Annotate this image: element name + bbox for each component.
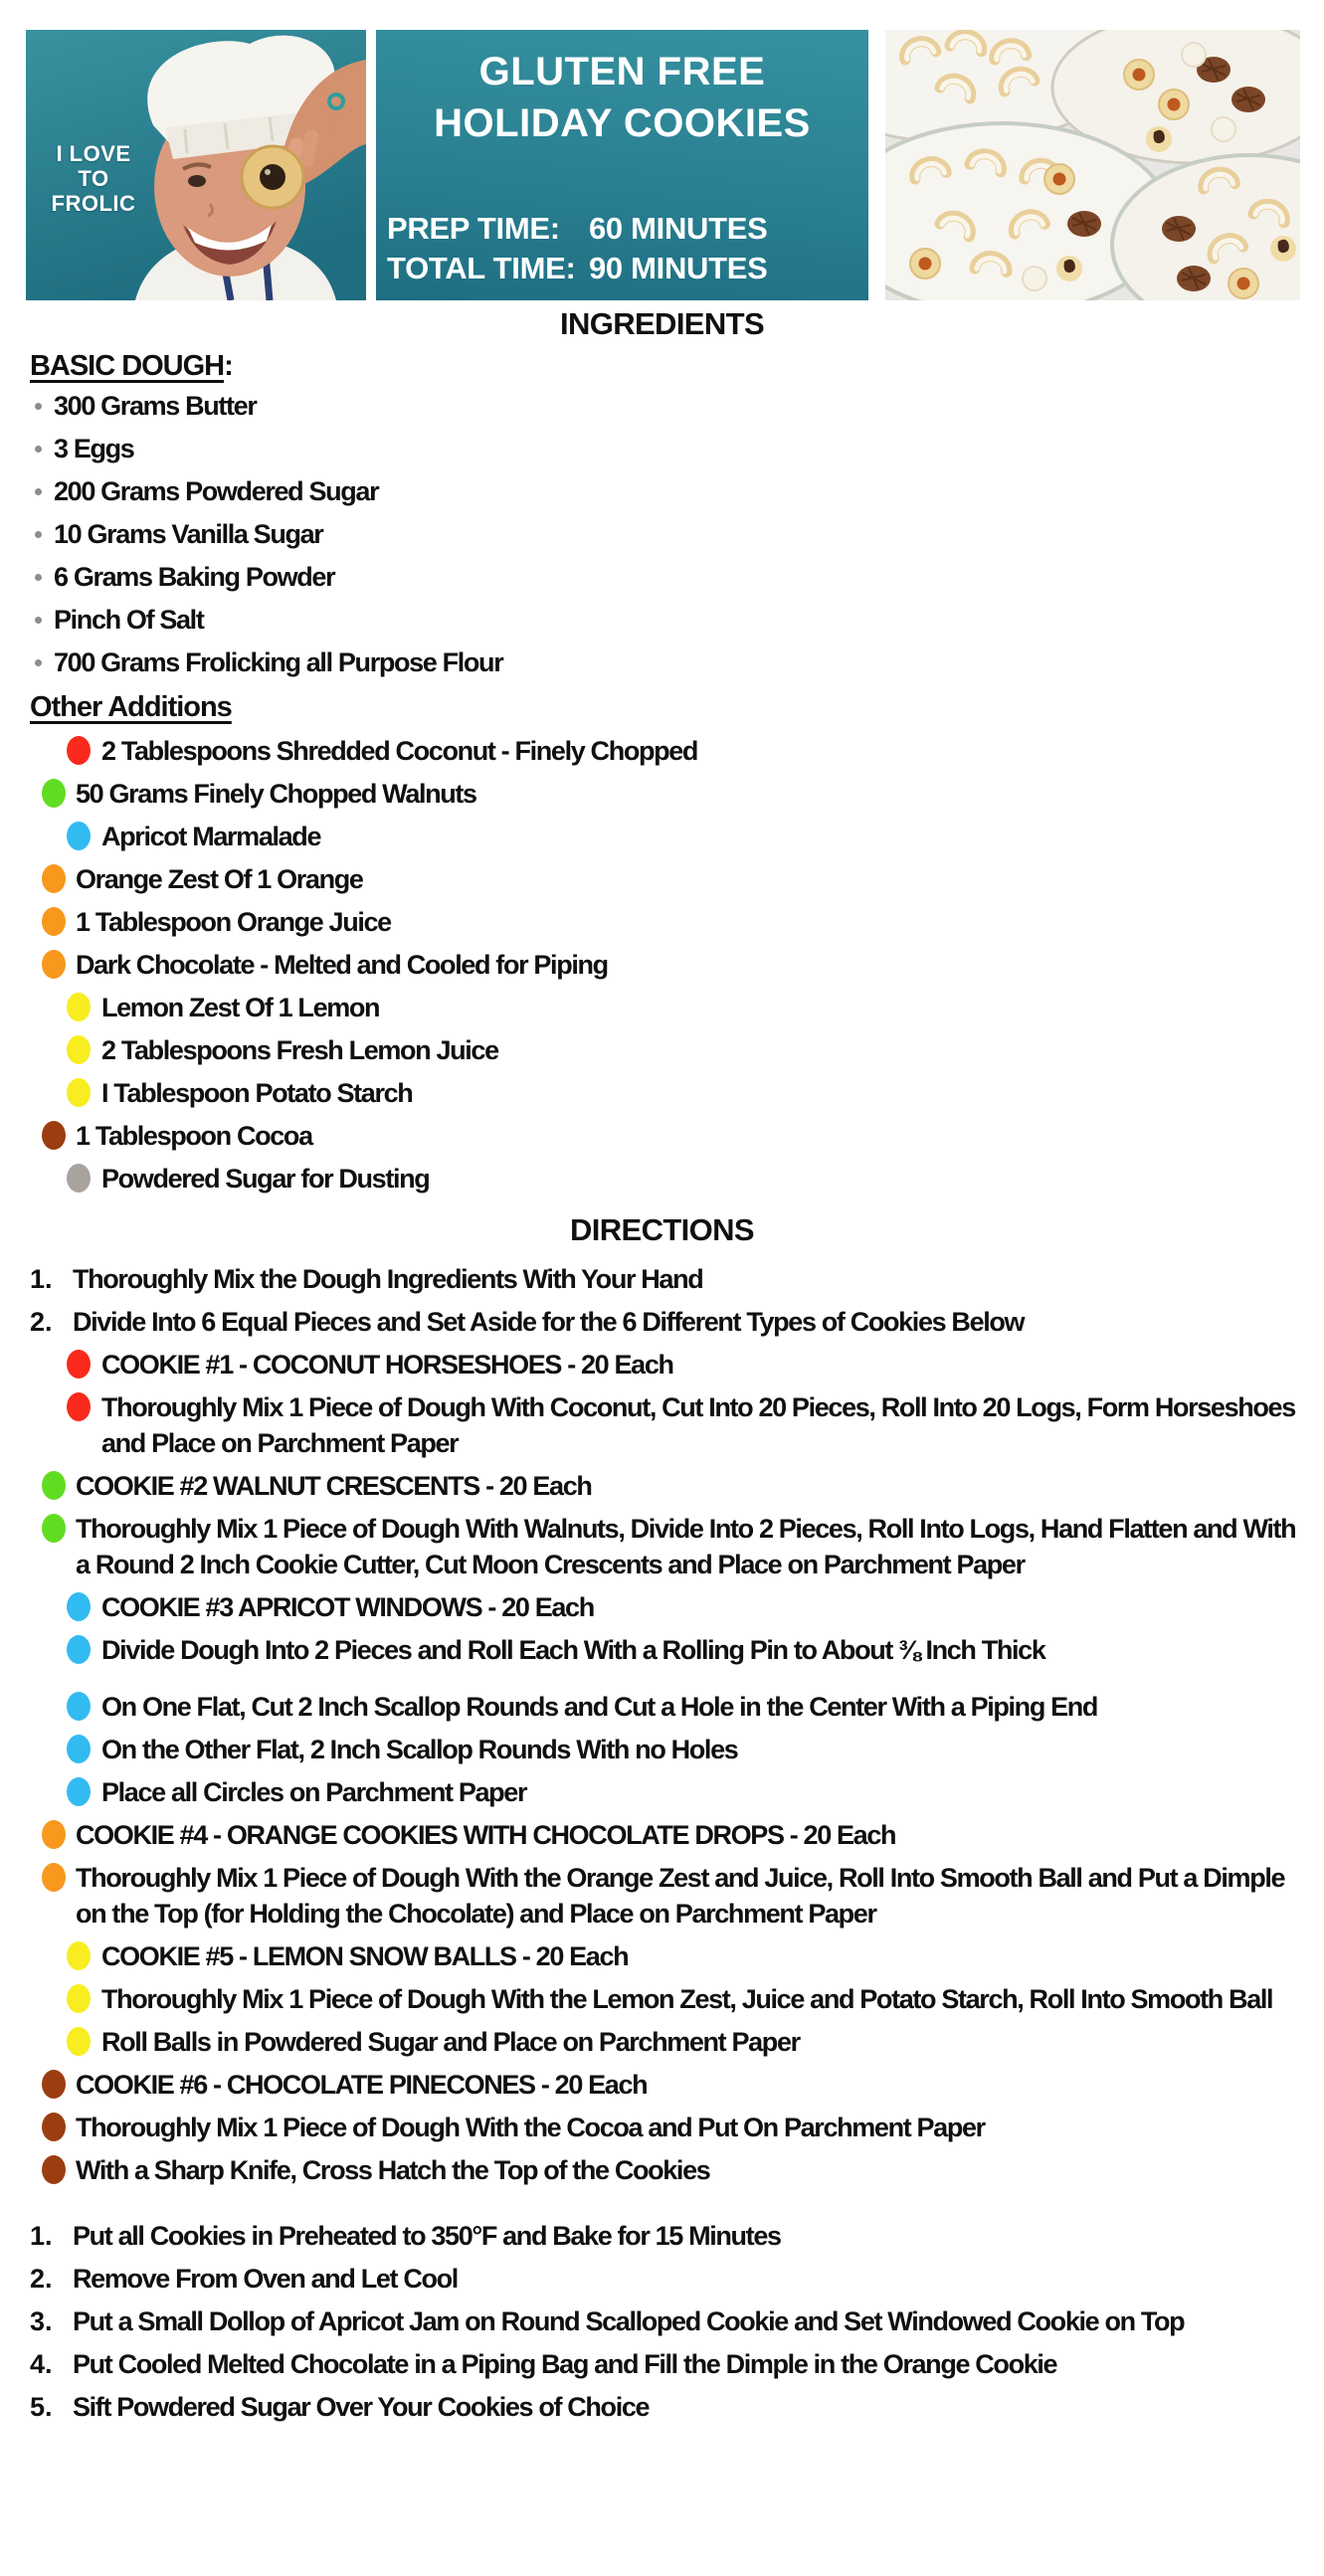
addition-text: Lemon Zest Of 1 Lemon: [101, 993, 380, 1022]
cookie-step: [0, 1860, 1324, 1932]
addition-item: [0, 819, 1324, 854]
prep-time-label: PREP TIME:: [387, 211, 560, 246]
direction-step: [0, 2261, 1324, 2297]
step-text: Sift Powdered Sugar Over Your Cookies of Choice: [73, 2392, 650, 2422]
cookie-step-text: Place all Circles on Parchment Paper: [101, 1777, 527, 1807]
bullet-icon: [35, 617, 42, 624]
cookies-illustration: [885, 30, 1300, 300]
color-dot-icon: [42, 950, 66, 979]
step-number: 3.: [30, 2306, 53, 2336]
cookie-step-text: Thoroughly Mix 1 Piece of Dough With the Orange Zest and Juice, Roll Into Smooth Ball and Put a Dimple on the Top (for Holding the Chocolate) and Place on Parchment Paper: [76, 1863, 1285, 1929]
color-dot-icon: [42, 1121, 66, 1150]
addition-text: 2 Tablespoons Fresh Lemon Juice: [101, 1035, 498, 1065]
prep-time-row: [387, 209, 858, 249]
color-dot-icon: [67, 1350, 91, 1379]
basic-dough-heading: [30, 346, 1324, 386]
chef-photo: [26, 30, 366, 300]
step-text: Thoroughly Mix the Dough Ingredients With Your Hand: [73, 1264, 703, 1294]
direction-step: [0, 2389, 1324, 2425]
addition-text: 1 Tablespoon Cocoa: [76, 1121, 312, 1151]
step-text: Put a Small Dollop of Apricot Jam on Round Scalloped Cookie and Set Windowed Cookie on Top: [73, 2306, 1185, 2336]
addition-text: I Tablespoon Potato Starch: [101, 1078, 413, 1108]
bullet-icon: [35, 659, 42, 666]
initial-steps-list: [0, 1261, 1324, 1340]
time-info: [387, 209, 858, 288]
bullet-icon: [35, 531, 42, 538]
color-dot-icon: [42, 1471, 66, 1500]
color-dot-icon: [67, 1635, 91, 1664]
cookie-step: [0, 1689, 1324, 1725]
color-dot-icon: [42, 2070, 66, 2099]
cookie-step: [0, 1347, 1324, 1382]
color-dot-icon: [67, 1392, 91, 1421]
step-number: 5.: [30, 2392, 53, 2422]
step-text: Put all Cookies in Preheated to 350°F and Bake for 15 Minutes: [73, 2221, 781, 2251]
color-dot-icon: [67, 1164, 91, 1193]
total-time-value: 90 MINUTES: [589, 251, 768, 285]
recipe-title-line2: HOLIDAY COOKIES: [434, 101, 811, 145]
color-dot-icon: [67, 2027, 91, 2056]
header: [26, 30, 1300, 300]
bullet-icon: [35, 403, 42, 410]
color-dot-icon: [42, 2113, 66, 2141]
cookie-step: [0, 1981, 1324, 2017]
color-dot-icon: [42, 864, 66, 893]
title-card: [376, 30, 868, 300]
direction-step: [0, 2346, 1324, 2382]
other-additions-heading-text: Other Additions: [30, 691, 232, 723]
cookie-step: [0, 2152, 1324, 2188]
addition-item: [0, 861, 1324, 897]
cookie-step: [0, 1938, 1324, 1974]
dough-ingredient-text: 200 Grams Powdered Sugar: [54, 476, 379, 506]
direction-step: [0, 1261, 1324, 1297]
cookies-photo: [885, 30, 1300, 300]
addition-text: Powdered Sugar for Dusting: [101, 1164, 430, 1194]
dough-ingredient-item: [0, 388, 1324, 424]
color-dot-icon: [42, 1863, 66, 1892]
cookie-step-text: COOKIE #2 WALNUT CRESCENTS - 20 Each: [76, 1471, 592, 1501]
caption-line: FROLIC: [51, 191, 136, 216]
basic-dough-heading-text: BASIC DOUGH: [30, 350, 225, 382]
color-dot-icon: [67, 1078, 91, 1107]
addition-item: [0, 1032, 1324, 1068]
cookie-step: [0, 2024, 1324, 2060]
cookie-step: [0, 1389, 1324, 1461]
recipe-title-line1: GLUTEN FREE: [478, 50, 766, 93]
color-dot-icon: [67, 993, 91, 1021]
dough-ingredient-text: 3 Eggs: [54, 434, 134, 463]
dough-ingredient-text: 10 Grams Vanilla Sugar: [54, 519, 323, 549]
directions-heading: DIRECTIONS: [570, 1212, 754, 1247]
caption-line: I LOVE: [56, 141, 131, 166]
color-dot-icon: [67, 1941, 91, 1970]
color-dot-icon: [42, 907, 66, 936]
recipe-page: [0, 30, 1324, 2576]
step-text: Divide Into 6 Equal Pieces and Set Aside for the 6 Different Types of Cookies Below: [73, 1307, 1025, 1337]
color-dot-icon: [67, 1592, 91, 1621]
ingredients-heading: INGREDIENTS: [559, 306, 765, 341]
direction-step: [0, 2218, 1324, 2254]
dough-ingredient-item: [0, 644, 1324, 680]
cookie-step-text: Divide Dough Into 2 Pieces and Roll Each With a Rolling Pin to About ⅜ Inch Thick: [101, 1635, 1045, 1665]
addition-text: 2 Tablespoons Shredded Coconut - Finely Chopped: [101, 736, 698, 766]
addition-item: [0, 990, 1324, 1025]
color-dot-icon: [67, 1735, 91, 1763]
color-dot-icon: [42, 2155, 66, 2184]
cookie-step-text: On the Other Flat, 2 Inch Scallop Rounds With no Holes: [101, 1735, 738, 1764]
dough-ingredient-item: [0, 431, 1324, 466]
cookie-step: [0, 1511, 1324, 1582]
dough-ingredient-item: [0, 559, 1324, 595]
dough-ingredient-item: [0, 602, 1324, 638]
cookie-step: [0, 1732, 1324, 1767]
color-dot-icon: [67, 1035, 91, 1064]
dough-ingredient-list: [0, 388, 1324, 680]
step-text: Put Cooled Melted Chocolate in a Piping Bag and Fill the Dimple in the Orange Cookie: [73, 2349, 1057, 2379]
color-dot-icon: [42, 779, 66, 808]
bullet-icon: [35, 574, 42, 581]
final-steps-list: [0, 2218, 1324, 2425]
direction-step: [0, 2303, 1324, 2339]
cookie-step: [0, 1589, 1324, 1625]
addition-item: [0, 947, 1324, 983]
cookie-step: [0, 2067, 1324, 2103]
cookie-step-text: COOKIE #3 APRICOT WINDOWS - 20 Each: [101, 1592, 594, 1622]
step-number: 1.: [30, 1264, 53, 1294]
cookie-step-text: COOKIE #4 - ORANGE COOKIES WITH CHOCOLATE DROPS - 20 Each: [76, 1820, 896, 1850]
direction-step: [0, 1304, 1324, 1340]
dough-ingredient-text: 300 Grams Butter: [54, 391, 257, 421]
cookie-steps-list: [0, 1347, 1324, 2188]
addition-item: [0, 733, 1324, 769]
color-dot-icon: [42, 1514, 66, 1543]
basic-dough-colon: :: [224, 350, 233, 382]
addition-text: 1 Tablespoon Orange Juice: [76, 907, 391, 937]
cookie-step: [0, 1468, 1324, 1504]
recipe-title: [376, 46, 868, 149]
addition-text: 50 Grams Finely Chopped Walnuts: [76, 779, 476, 809]
dough-ingredient-text: 6 Grams Baking Powder: [54, 562, 335, 592]
step-number: 4.: [30, 2349, 53, 2379]
step-number: 2.: [30, 2264, 53, 2294]
color-dot-icon: [67, 822, 91, 850]
dough-ingredient-item: [0, 473, 1324, 509]
addition-item: [0, 1118, 1324, 1154]
color-dot-icon: [67, 1777, 91, 1806]
chef-caption: [34, 141, 153, 216]
addition-text: Apricot Marmalade: [101, 822, 321, 851]
other-additions-heading: [30, 687, 1324, 727]
step-number: 1.: [30, 2221, 53, 2251]
cookie-step-text: COOKIE #6 - CHOCOLATE PINECONES - 20 Each: [76, 2070, 648, 2100]
addition-item: [0, 776, 1324, 812]
cookie-step-text: On One Flat, Cut 2 Inch Scallop Rounds and Cut a Hole in the Center With a Piping End: [101, 1692, 1098, 1722]
cookie-step: [0, 1774, 1324, 1810]
addition-text: Orange Zest Of 1 Orange: [76, 864, 363, 894]
addition-item: [0, 1161, 1324, 1196]
addition-item: [0, 1075, 1324, 1111]
cookie-step: [0, 2110, 1324, 2145]
cookie-step-text: Thoroughly Mix 1 Piece of Dough With the Cocoa and Put On Parchment Paper: [76, 2113, 985, 2142]
addition-item: [0, 904, 1324, 940]
cookie-step-text: With a Sharp Knife, Cross Hatch the Top of the Cookies: [76, 2155, 710, 2185]
step-text: Remove From Oven and Let Cool: [73, 2264, 458, 2294]
step-number: 2.: [30, 1307, 53, 1337]
additions-list: [0, 733, 1324, 1196]
cookie-step-text: Thoroughly Mix 1 Piece of Dough With Coconut, Cut Into 20 Pieces, Roll Into 20 Logs, Form Horseshoes and Place on Parchment Paper: [101, 1392, 1295, 1458]
dough-ingredient-text: Pinch Of Salt: [54, 605, 204, 635]
cookie-step-text: COOKIE #5 - LEMON SNOW BALLS - 20 Each: [101, 1941, 629, 1971]
addition-text: Dark Chocolate - Melted and Cooled for Piping: [76, 950, 608, 980]
caption-line: TO: [78, 166, 109, 191]
cookie-step: [0, 1817, 1324, 1853]
prep-time-value: 60 MINUTES: [589, 211, 768, 246]
bullet-icon: [35, 488, 42, 495]
cookie-step-text: COOKIE #1 - COCONUT HORSESHOES - 20 Each: [101, 1350, 673, 1380]
color-dot-icon: [67, 736, 91, 765]
dough-ingredient-item: [0, 516, 1324, 552]
cookie-step: [0, 1632, 1324, 1668]
color-dot-icon: [42, 1820, 66, 1849]
color-dot-icon: [67, 1984, 91, 2013]
cookie-step-text: Roll Balls in Powdered Sugar and Place on Parchment Paper: [101, 2027, 800, 2057]
dough-ingredient-text: 700 Grams Frolicking all Purpose Flour: [54, 647, 503, 677]
total-time-row: [387, 249, 858, 288]
total-time-label: TOTAL TIME:: [387, 251, 576, 285]
cookie-step-text: Thoroughly Mix 1 Piece of Dough With the Lemon Zest, Juice and Potato Starch, Roll Into Smooth Ball: [101, 1984, 1273, 2014]
color-dot-icon: [67, 1692, 91, 1721]
bullet-icon: [35, 446, 42, 453]
cookie-step-text: Thoroughly Mix 1 Piece of Dough With Walnuts, Divide Into 2 Pieces, Roll Into Logs, Hand Flatten and With a Round 2 Inch Cookie Cutter, Cut Moon Crescents and Place on Parchment Paper: [76, 1514, 1296, 1579]
